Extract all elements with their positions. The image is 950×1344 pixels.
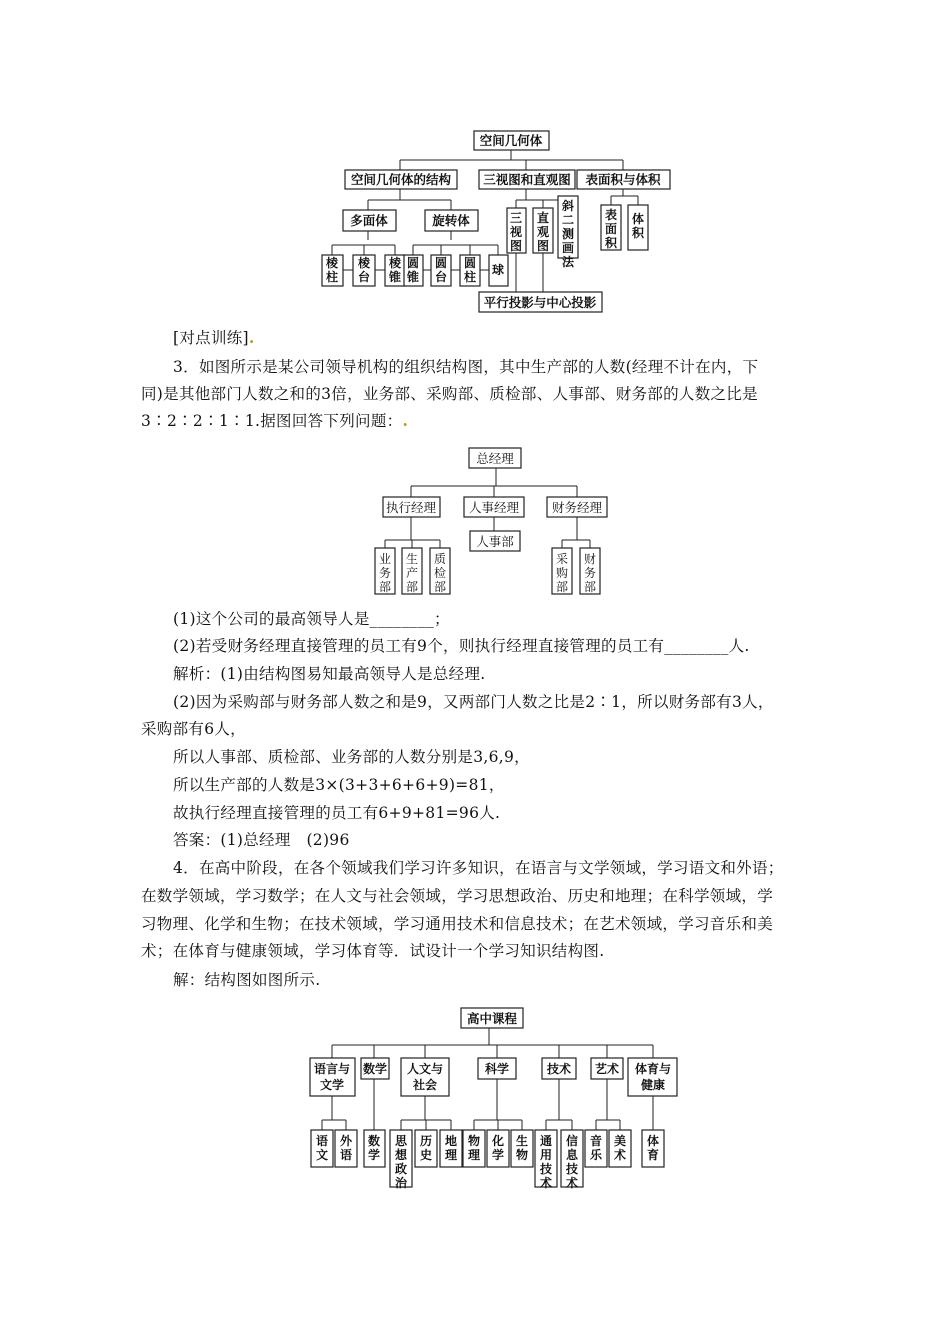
d3-subject-1: 外语 (339, 1134, 353, 1162)
analysis-3: 所以人事部、质检部、业务部的人数分别是3,6,9， (173, 748, 530, 766)
d3-subject-4: 历史 (419, 1134, 433, 1162)
q4-line2: 在数学领域，学习数学；在人文与社会领域，学习思想政治、历史和地理；在科学领域，学 (141, 887, 774, 905)
d3-subject-13: 体育 (646, 1134, 660, 1162)
analysis-2-line2: 采购部有6人， (141, 720, 246, 738)
d1-polyhedron: 多面体 (350, 213, 388, 228)
q4-line4: 术；在体育与健康领域，学习体育等．试设计一个学习知识结构图. (141, 942, 605, 960)
d3-field-2: 人文与社会 (406, 1062, 444, 1092)
d2-fin-dept-0: 采购部 (555, 552, 569, 594)
q3-line1: 3．如图所示是某公司领导机构的组织结构图，其中生产部的人数(经理不计在内，下 (173, 358, 759, 376)
q3-line2: 同)是其他部门人数之和的3倍，业务部、采购部、质检部、人事部、财务部的人数之比是 (141, 385, 758, 403)
analysis-4: 所以生产部的人数是3×(3+3+6+6+9)=81， (173, 776, 505, 794)
q3-part2: (2)若受财务经理直接管理的员工有9个，则执行经理直接管理的员工有________人. (173, 637, 750, 655)
d3-subject-9: 通用技术 (539, 1134, 553, 1190)
d2-exec: 执行经理 (385, 500, 437, 515)
d3-field-0: 语言与文学 (313, 1062, 351, 1092)
q3-line3: 3∶2∶2∶1∶1.据图回答下列问题：. (141, 411, 409, 430)
d3-subject-8: 生物 (515, 1134, 529, 1162)
d3-field-1: 数学 (362, 1062, 388, 1076)
d2-fin-dept-1: 财务部 (583, 552, 597, 594)
q4-line1: 4．在高中阶段，在各个领域我们学习许多知识，在语言与文学领域，学习语文和外语； (173, 859, 784, 877)
d1-surface-1: 体积 (631, 212, 645, 240)
d1-solid-2: 棱锥 (388, 256, 402, 284)
q3-part1: (1)这个公司的最高领导人是________； (173, 610, 450, 628)
d2-hr-dept: 人事部 (476, 534, 514, 549)
d3-subject-11: 音乐 (589, 1134, 603, 1162)
d3-field-6: 体育与健康 (634, 1062, 672, 1092)
d2-exec-dept-0: 业务部 (378, 552, 392, 594)
d2-hr: 人事经理 (468, 500, 520, 515)
analysis-5: 故执行经理直接管理的员工有6+9+81=96人. (173, 804, 501, 822)
diagram-high-school-courses (0, 1000, 950, 1200)
practice-heading: [对点训练]. (173, 328, 255, 347)
d2-exec-dept-1: 生产部 (405, 552, 419, 594)
d1-view-2: 斜二测画法 (561, 199, 575, 269)
diagram-org-chart (0, 440, 950, 600)
d3-field-5: 艺术 (594, 1062, 620, 1076)
analysis-1: 解析：(1)由结构图易知最高领导人是总经理. (173, 665, 486, 683)
d1-surface-0: 表面积 (604, 208, 618, 250)
analysis-2-line1: (2)因为采购部与财务部人数之和是9，又两部门人数之比是2∶1，所以财务部有3人， (173, 693, 774, 711)
d3-subject-2: 数学 (367, 1134, 381, 1162)
d1-root: 空间几何体 (479, 133, 543, 148)
q4-line3: 习物理、化学和生物；在技术领域，学习通用技术和信息技术；在艺术领域，学习音乐和美 (141, 915, 774, 933)
d1-solid-0: 棱柱 (325, 256, 339, 284)
d3-subject-7: 化学 (491, 1134, 505, 1162)
solution: 解：结构图如图所示. (173, 971, 321, 989)
diagram-spatial-geometry (0, 0, 950, 330)
d1-solid-1: 棱台 (357, 256, 371, 284)
d1-view-0: 三视图 (509, 211, 523, 253)
d3-subject-6: 物理 (467, 1134, 481, 1162)
d1-view-1: 直观图 (536, 211, 550, 253)
d1-structure: 空间几何体的结构 (350, 172, 452, 187)
d1-solid-5: 圆柱 (463, 256, 477, 284)
d1-rotation: 旋转体 (432, 213, 470, 228)
d3-field-4: 技术 (546, 1062, 572, 1076)
d1-solid-6: 球 (491, 263, 505, 277)
d1-solid-3: 圆锥 (406, 256, 420, 284)
d3-subject-5: 地理 (444, 1134, 458, 1162)
d3-subject-0: 语文 (315, 1134, 329, 1162)
d1-views: 三视图和直观图 (483, 172, 571, 187)
d2-exec-dept-2: 质检部 (433, 552, 447, 594)
d3-root: 高中课程 (466, 1011, 518, 1026)
d2-gm: 总经理 (476, 451, 514, 466)
d1-projection: 平行投影与中心投影 (483, 295, 597, 310)
d3-subject-3: 思想政治 (394, 1134, 408, 1190)
d3-field-3: 科学 (484, 1062, 510, 1076)
d2-fin: 财务经理 (551, 500, 603, 515)
d1-solid-4: 圆台 (434, 256, 448, 284)
d3-subject-12: 美术 (613, 1134, 627, 1162)
answer: 答案：(1)总经理 (2)96 (173, 831, 350, 849)
d1-area-volume: 表面积与体积 (585, 172, 661, 187)
d3-subject-10: 信息技术 (565, 1134, 579, 1190)
